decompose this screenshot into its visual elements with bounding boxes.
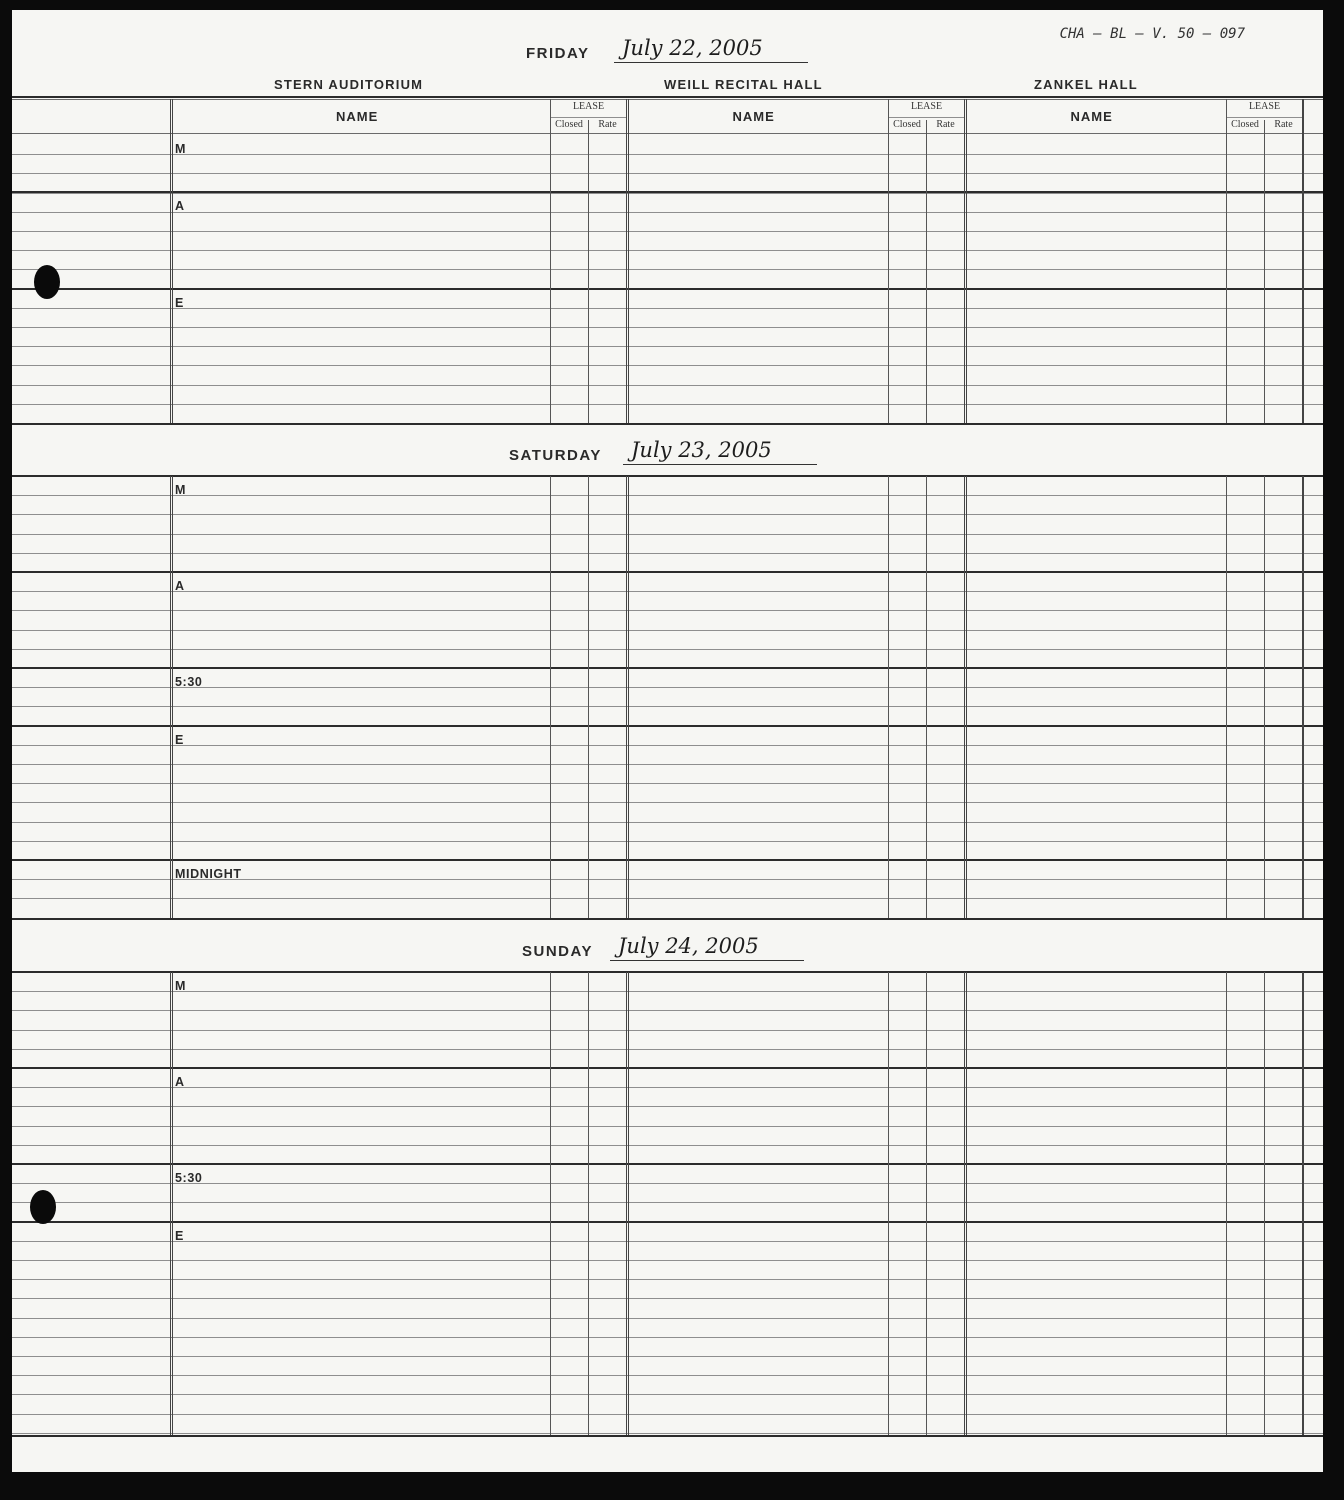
column-rule [926, 972, 927, 1435]
day-date: July 22, 2005 [614, 36, 808, 63]
row-rule [12, 898, 1323, 899]
row-rule [12, 1318, 1323, 1319]
column-rule [1302, 99, 1304, 423]
row-rule [12, 1298, 1323, 1299]
row-rule [12, 1145, 1323, 1146]
slot-rule [12, 1067, 1323, 1069]
rule [12, 99, 1323, 100]
row-rule [12, 1241, 1323, 1242]
row-rule [12, 1030, 1323, 1031]
rule [12, 475, 1323, 477]
time-slot-label: MIDNIGHT [175, 867, 242, 881]
row-rule [12, 553, 1323, 554]
row-rule [12, 1010, 1323, 1011]
slot-rule [12, 859, 1323, 861]
name-column-header: NAME [1070, 109, 1113, 124]
column-rule [550, 99, 551, 423]
column-rule [888, 476, 889, 918]
rule [888, 117, 965, 118]
time-slot-label: A [175, 199, 185, 213]
name-column-header: NAME [732, 109, 775, 124]
row-rule [12, 308, 1323, 309]
row-rule [12, 534, 1323, 535]
row-rule [12, 1260, 1323, 1261]
rule [12, 918, 1323, 920]
column-rule [926, 120, 927, 423]
binder-hole-top [34, 265, 60, 299]
column-rule [926, 476, 927, 918]
rule [12, 96, 1323, 98]
row-rule [12, 250, 1323, 251]
column-rule [170, 99, 173, 423]
column-rule [1226, 99, 1227, 423]
column-rule [588, 972, 589, 1435]
column-rule [1302, 476, 1304, 918]
rate-column-header: Rate [936, 119, 955, 130]
time-slot-label: M [175, 483, 187, 497]
row-rule [12, 173, 1323, 174]
column-rule [550, 972, 551, 1435]
row-rule [12, 687, 1323, 688]
column-rule [170, 972, 173, 1435]
column-rule [1264, 120, 1265, 423]
row-rule [12, 610, 1323, 611]
slot-rule [12, 1221, 1323, 1223]
row-rule [12, 1202, 1323, 1203]
slot-rule [12, 1163, 1323, 1165]
slot-rule [12, 191, 1323, 193]
row-rule [12, 1337, 1323, 1338]
column-rule [1302, 972, 1304, 1435]
rule [12, 423, 1323, 425]
row-rule [12, 154, 1323, 155]
row-rule [12, 1279, 1323, 1280]
time-slot-label: M [175, 142, 187, 156]
lease-column-header: LEASE [1248, 101, 1281, 112]
slot-rule [12, 725, 1323, 727]
venue-title: ZANKEL HALL [1034, 77, 1138, 92]
time-slot-label: M [175, 979, 187, 993]
closed-column-header: Closed [1231, 119, 1259, 130]
row-rule [12, 327, 1323, 328]
row-rule [12, 841, 1323, 842]
binder-hole-bottom [30, 1190, 56, 1224]
row-rule [12, 1049, 1323, 1050]
rule [12, 971, 1323, 973]
row-rule [12, 649, 1323, 650]
row-rule [12, 1183, 1323, 1184]
column-rule [588, 120, 589, 423]
row-rule [12, 212, 1323, 213]
row-rule [12, 346, 1323, 347]
column-rule [588, 476, 589, 918]
row-rule [12, 514, 1323, 515]
row-rule [12, 1087, 1323, 1088]
name-column-header: NAME [336, 109, 379, 124]
time-slot-label: E [175, 733, 184, 747]
row-rule [12, 1414, 1323, 1415]
row-rule [12, 1433, 1323, 1434]
row-rule [12, 630, 1323, 631]
row-rule [12, 193, 1323, 194]
column-rule [550, 476, 551, 918]
slot-rule [12, 667, 1323, 669]
row-rule [12, 1106, 1323, 1107]
column-rule [1264, 476, 1265, 918]
column-rule [964, 99, 967, 423]
day-label: SATURDAY [509, 447, 602, 464]
time-slot-label: A [175, 579, 185, 593]
row-rule [12, 745, 1323, 746]
row-rule [12, 1126, 1323, 1127]
column-rule [170, 476, 173, 918]
row-rule [12, 991, 1323, 992]
column-rule [888, 99, 889, 423]
column-rule [964, 476, 967, 918]
column-rule [1226, 972, 1227, 1435]
lease-column-header: LEASE [572, 101, 605, 112]
row-rule [12, 385, 1323, 386]
rule [550, 117, 627, 118]
time-slot-label: 5:30 [175, 1171, 203, 1185]
day-label: FRIDAY [526, 45, 590, 62]
row-rule [12, 706, 1323, 707]
column-rule [626, 476, 629, 918]
day-date: July 23, 2005 [623, 438, 817, 465]
venue-title: WEILL RECITAL HALL [664, 77, 823, 92]
rule [12, 1435, 1323, 1437]
row-rule [12, 1394, 1323, 1395]
row-rule [12, 495, 1323, 496]
column-rule [888, 972, 889, 1435]
closed-column-header: Closed [555, 119, 583, 130]
row-rule [12, 1375, 1323, 1376]
row-rule [12, 1356, 1323, 1357]
time-slot-label: 5:30 [175, 675, 203, 689]
day-label: SUNDAY [522, 943, 593, 960]
row-rule [12, 802, 1323, 803]
row-rule [12, 269, 1323, 270]
row-rule [12, 764, 1323, 765]
time-slot-label: E [175, 1229, 184, 1243]
row-rule [12, 231, 1323, 232]
lease-column-header: LEASE [910, 101, 943, 112]
row-rule [12, 404, 1323, 405]
row-rule [12, 822, 1323, 823]
closed-column-header: Closed [893, 119, 921, 130]
column-rule [1226, 476, 1227, 918]
row-rule [12, 783, 1323, 784]
column-rule [1264, 972, 1265, 1435]
time-slot-label: A [175, 1075, 185, 1089]
rate-column-header: Rate [598, 119, 617, 130]
column-rule [626, 99, 629, 423]
slot-rule [12, 288, 1323, 290]
schedule-sheet [12, 10, 1323, 1472]
slot-rule [12, 571, 1323, 573]
venue-title: STERN AUDITORIUM [274, 77, 424, 92]
rate-column-header: Rate [1274, 119, 1293, 130]
column-rule [964, 972, 967, 1435]
archive-reference: CHA — BL — V. 50 — 097 [1059, 26, 1245, 42]
rule [12, 133, 1323, 134]
time-slot-label: E [175, 296, 184, 310]
rule [1226, 117, 1303, 118]
day-date: July 24, 2005 [610, 934, 804, 961]
row-rule [12, 591, 1323, 592]
column-rule [626, 972, 629, 1435]
row-rule [12, 365, 1323, 366]
